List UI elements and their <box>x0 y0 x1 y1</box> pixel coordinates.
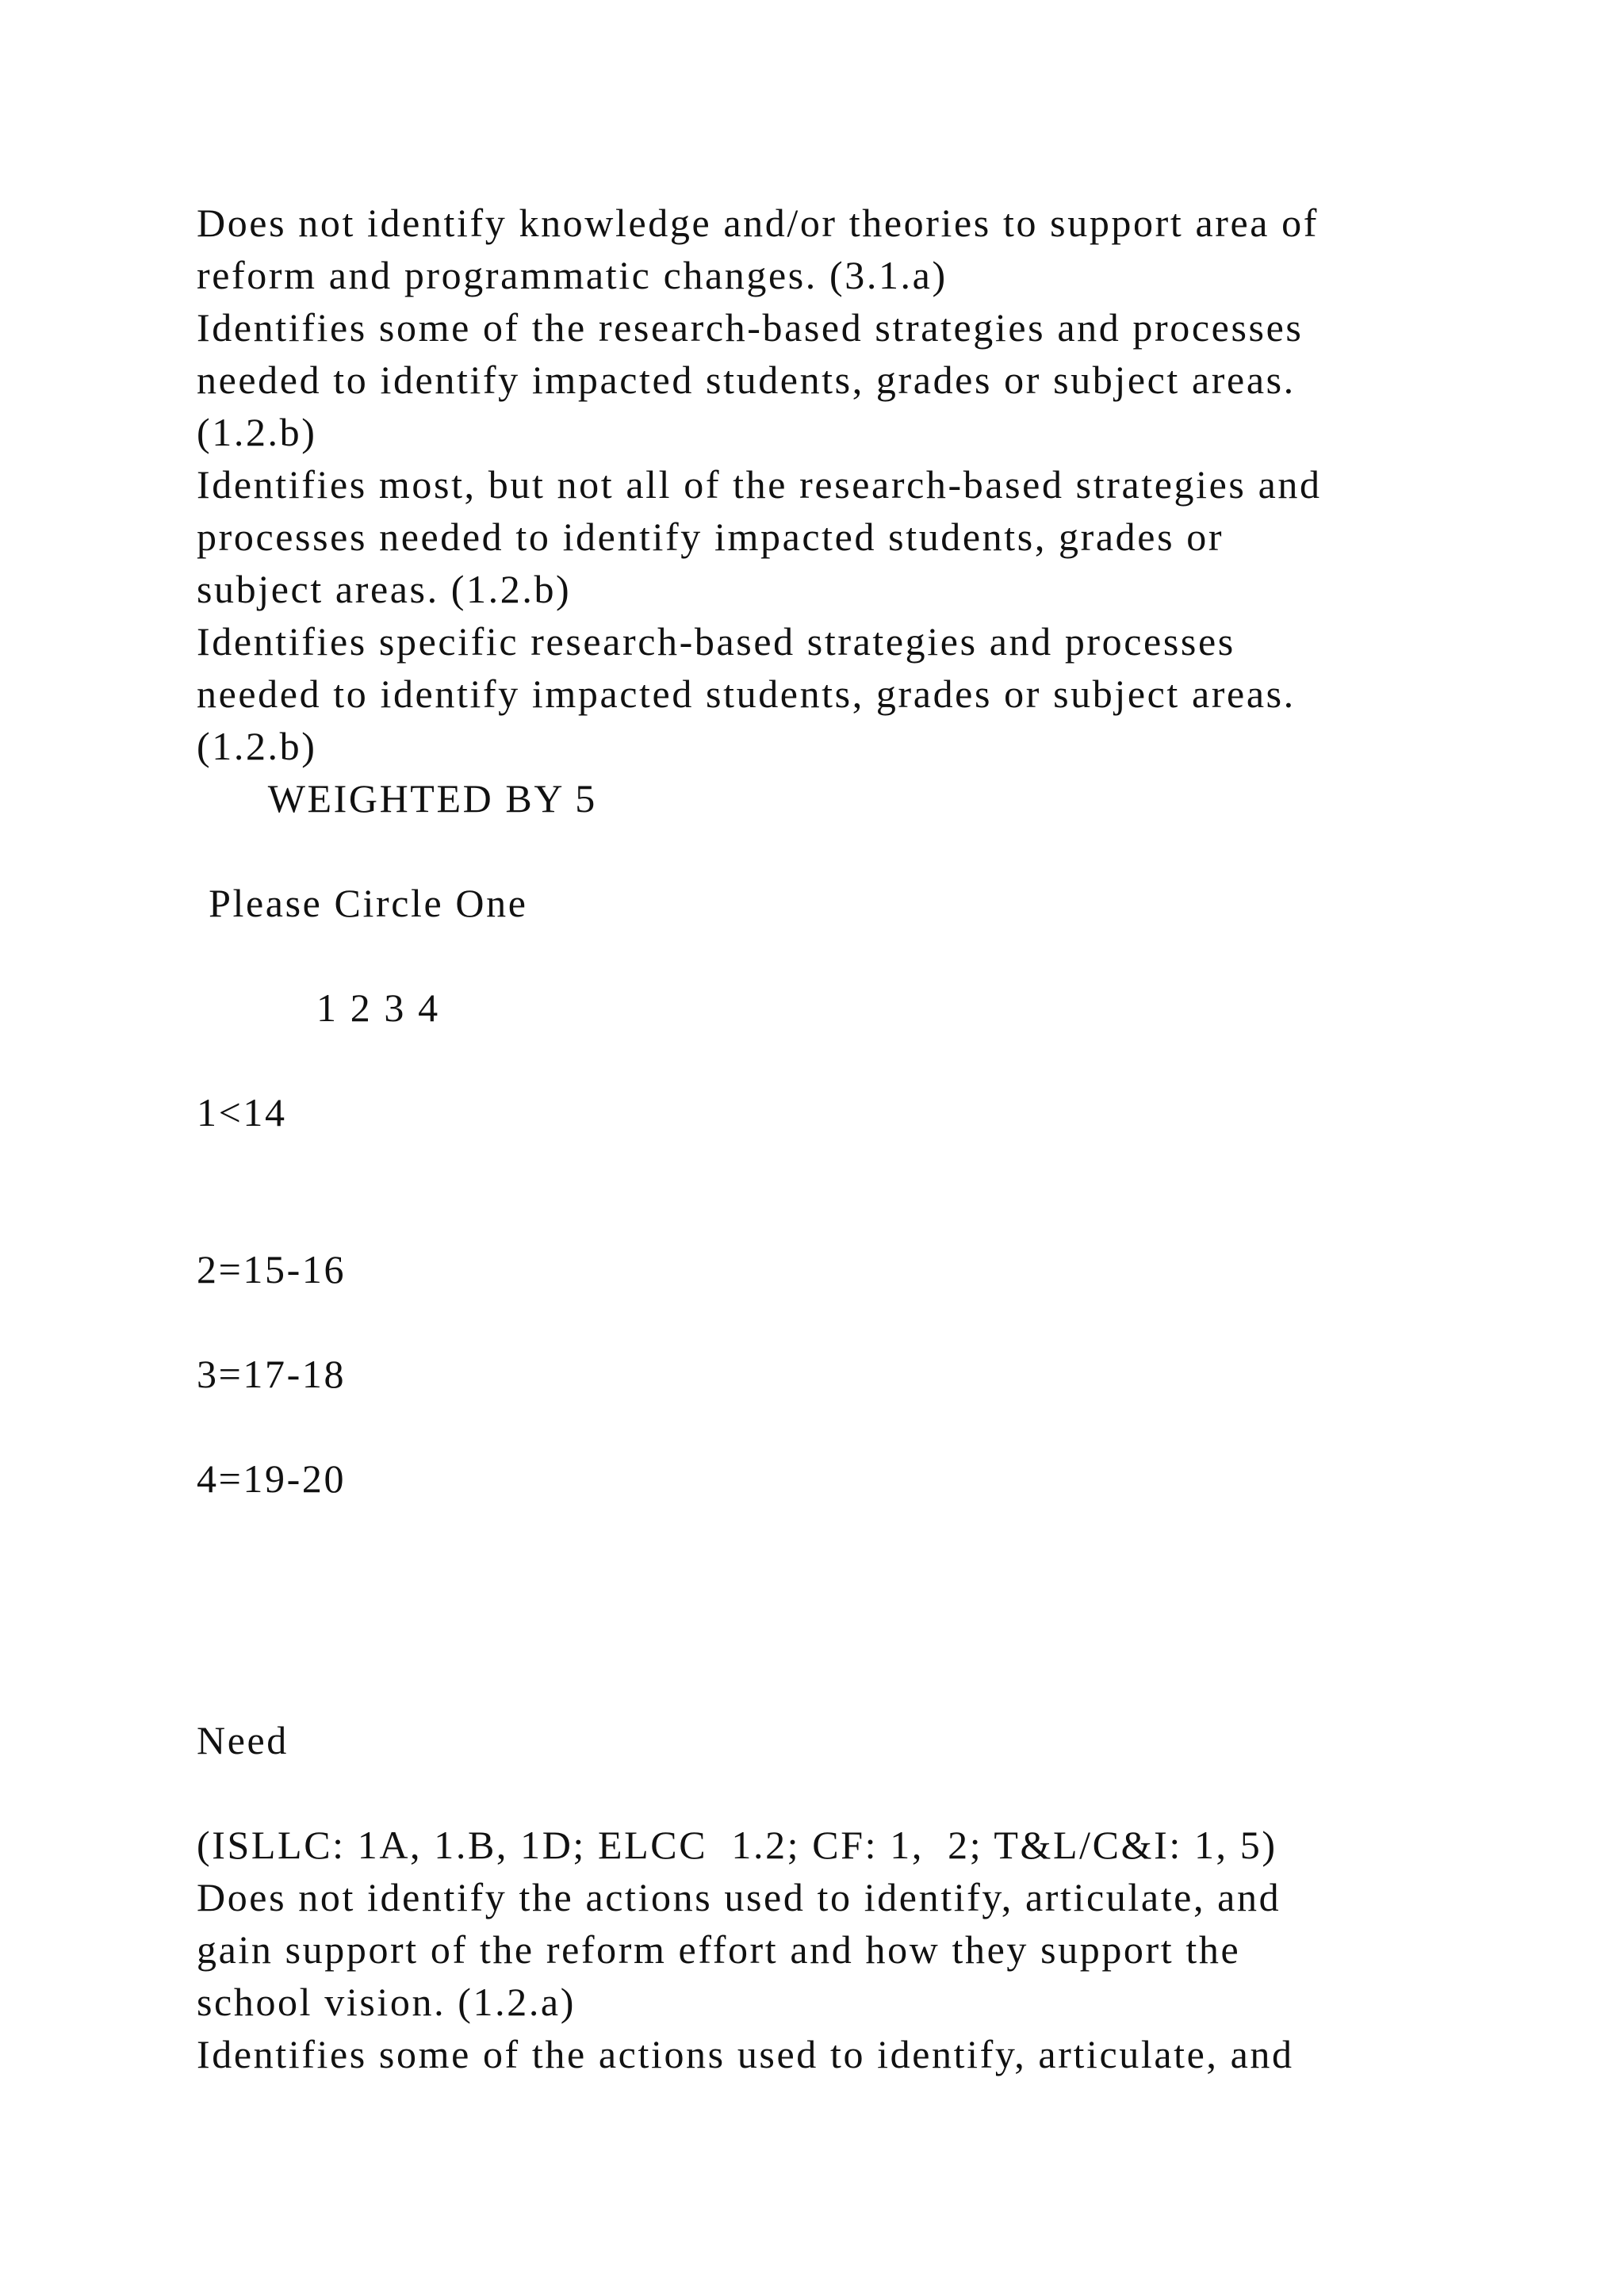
text-line: Identifies most, but not all of the research-based strategies and <box>197 462 1322 507</box>
section-heading: Need <box>197 1718 289 1762</box>
text-line: processes needed to identify impacted students, grades or <box>197 515 1224 559</box>
text-line: gain support of the reform effort and how they support the <box>197 1927 1241 1972</box>
score-range-4: 4=19-20 <box>197 1456 347 1501</box>
text-line: (1.2.b) <box>197 724 317 768</box>
circle-instruction: Please Circle One <box>197 881 528 925</box>
text-line: subject areas. (1.2.b) <box>197 567 572 611</box>
text-line: (1.2.b) <box>197 410 317 454</box>
score-options: 1 2 3 4 <box>197 985 440 1030</box>
text-line: Does not identify knowledge and/or theories to support area of <box>197 201 1320 245</box>
text-line: Does not identify the actions used to identify, articulate, and <box>197 1875 1281 1919</box>
text-line: Identifies some of the actions used to identify, articulate, and <box>197 2032 1294 2076</box>
score-range-3: 3=17-18 <box>197 1352 347 1396</box>
text-line: school vision. (1.2.a) <box>197 1980 576 2024</box>
weighted-label: WEIGHTED BY 5 <box>197 776 597 821</box>
text-line: reform and programmatic changes. (3.1.a) <box>197 253 948 297</box>
text-line: needed to identify impacted students, grades or subject areas. <box>197 672 1296 716</box>
standards-reference: (ISLLC: 1A, 1.B, 1D; ELCC 1.2; CF: 1, 2; T&L/C&I: 1, 5) <box>197 1823 1277 1867</box>
text-line: Identifies some of the research-based strategies and processes <box>197 305 1304 350</box>
score-range-2: 2=15-16 <box>197 1247 347 1292</box>
text-line: Identifies specific research-based strategies and processes <box>197 619 1235 664</box>
score-range-1: 1<14 <box>197 1090 287 1135</box>
text-line: needed to identify impacted students, grades or subject areas. <box>197 358 1296 402</box>
